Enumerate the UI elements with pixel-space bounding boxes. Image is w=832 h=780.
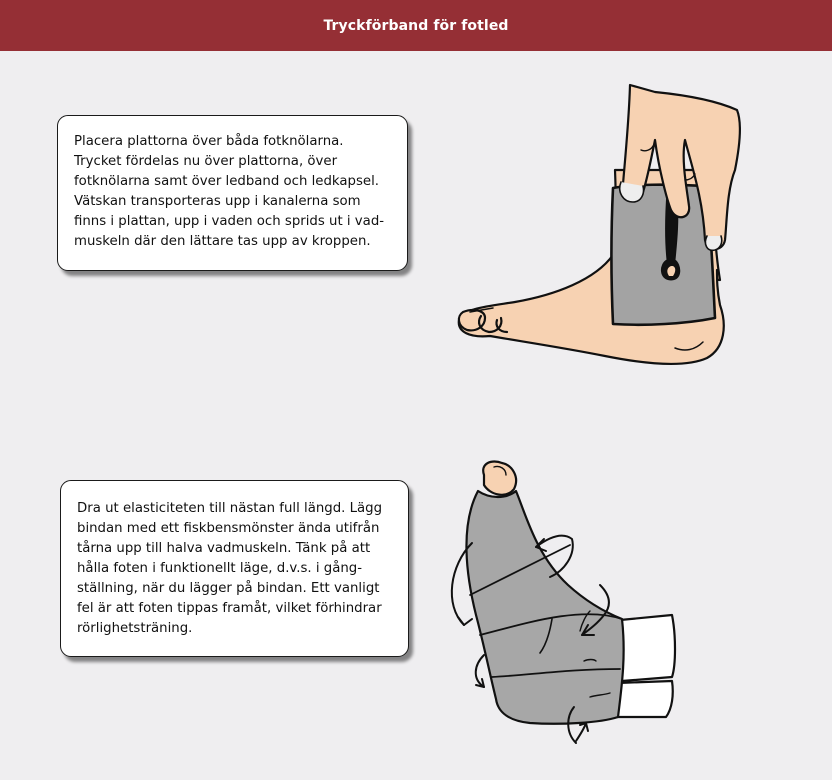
text-line: Trycket fördelas nu över plattorna, över	[74, 154, 338, 169]
text-line: Vätskan transporteras upp i kanalerna som	[74, 194, 361, 209]
text-line: hålla foten i funktionellt läge, d.v.s. i gång-	[77, 561, 363, 576]
text-line: Dra ut elasticiteten till nästan full längd. Lägg	[77, 501, 383, 516]
text-line: finns i plattan, upp i vaden och sprids ut i vad-	[74, 214, 385, 229]
text-line: rörlighetsträning.	[77, 621, 193, 636]
text-line: bindan med ett fiskbensmönster ända utifrån	[77, 521, 380, 536]
page-title: Tryckförband för fotled	[323, 17, 509, 34]
instruction-box-bandage	[60, 480, 409, 657]
bandaged-foot-illustration	[440, 455, 680, 755]
text-line: fotknölarna samt över ledband och ledkapsel.	[74, 174, 380, 189]
text-line: tårna upp till halva vadmuskeln. Tänk på att	[77, 541, 371, 556]
page-header	[0, 0, 832, 51]
text-line: muskeln där den lättare tas upp av kroppen.	[74, 234, 371, 249]
foot-with-pad-illustration	[445, 80, 745, 380]
text-line: fel är att foten tippas framåt, vilket förhindrar	[77, 601, 382, 616]
text-line: Placera plattorna över båda fotknölarna.	[74, 134, 344, 149]
text-line: ställning, när du lägger på bindan. Ett vanligt	[77, 581, 380, 596]
instruction-box-pads	[57, 115, 408, 271]
